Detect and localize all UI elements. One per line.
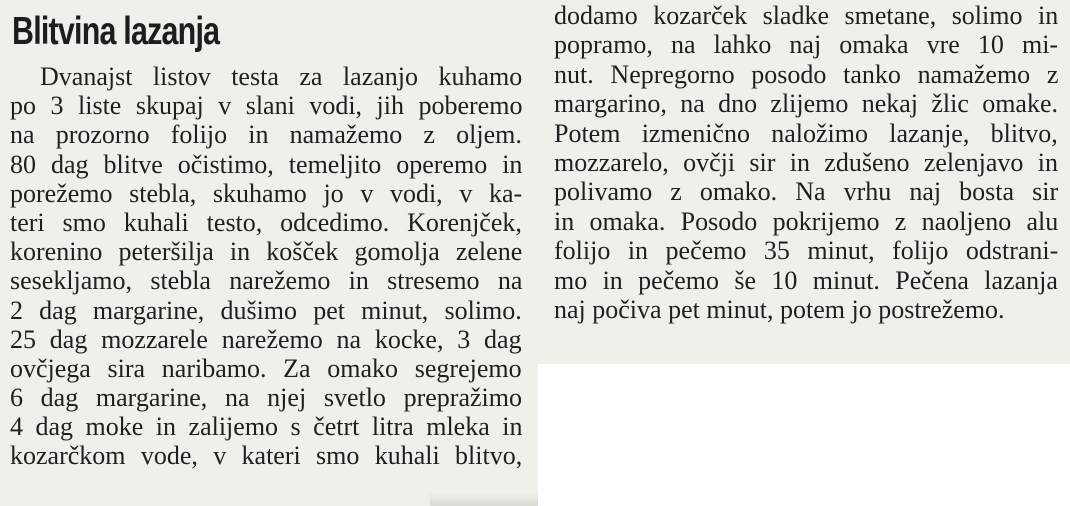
print-bleed-through [430,492,538,506]
article-title: Blitvina lazanja [12,10,220,53]
left-line-4: 80 dag blitve očistimo, temeljito operemo in [10,149,523,179]
right-line-1: dodamo kozarček sladke smetane, solimo in [554,1,1059,30]
right-column [554,1,1058,324]
left-line-9: 2 dag margarine, dušimo pet minut, solimo. [10,295,522,325]
left-line-13: 4 dag moke in zalijemo s četrt litra mleka in [10,412,523,442]
left-line-1: Dvanajst listov testa za lazanjo kuhamo [40,62,523,91]
right-line-5: Potem izmenično naložimo lazanje, blitvo, [554,118,1058,148]
right-line-4: margarino, na dno zlijemo nekaj žlic omake. [554,89,1059,119]
right-line-10: mo in pečemo še 10 minut. Pečena lazanja [554,265,1058,295]
left-line-8: sesekljamo, stebla narežemo in stresemo na [10,266,523,296]
right-line-2: popramo, na lahko naj omaka vre 10 mi- [554,30,1059,60]
left-column [10,62,522,471]
left-line-14: kozarčkom vode, v kateri smo kuhali blitvo, [10,441,523,471]
left-line-3: na prozorno folijo in namažemo z oljem. [10,120,522,150]
left-line-10: 25 dag mozzarele narežemo na kocke, 3 dag [10,324,522,354]
clipping-right [538,0,1070,364]
right-line-3: nut. Nepregorno posodo tanko namažemo z [554,59,1059,89]
left-line-6: teri smo kuhali testo, odcedimo. Korenjček, [10,207,522,237]
left-line-12: 6 dag margarine, na njej svetlo prepražimo [10,383,522,413]
right-line-8: in omaka. Posodo pokrijemo z naoljeno alu [554,206,1059,236]
right-line-11: naj počiva pet minut, potem jo postrežemo. [554,294,1005,324]
left-line-11: ovčjega sira naribamo. Za omako segrejemo [10,353,522,383]
right-line-7: polivamo z omako. Na vrhu naj bosta sir [554,177,1059,207]
left-line-2: po 3 liste skupaj v slani vodi, jih poberemo [10,91,523,121]
right-line-9: folijo in pečemo 35 minut, folijo odstrani- [554,236,1059,266]
left-line-5: porežemo stebla, skuhamo jo v vodi, v ka- [10,178,523,208]
left-line-7: korenino peteršilja in košček gomolja zelene [10,237,523,267]
right-line-6: mozzarelo, ovčji sir in zdušeno zelenjavo in [554,147,1058,177]
